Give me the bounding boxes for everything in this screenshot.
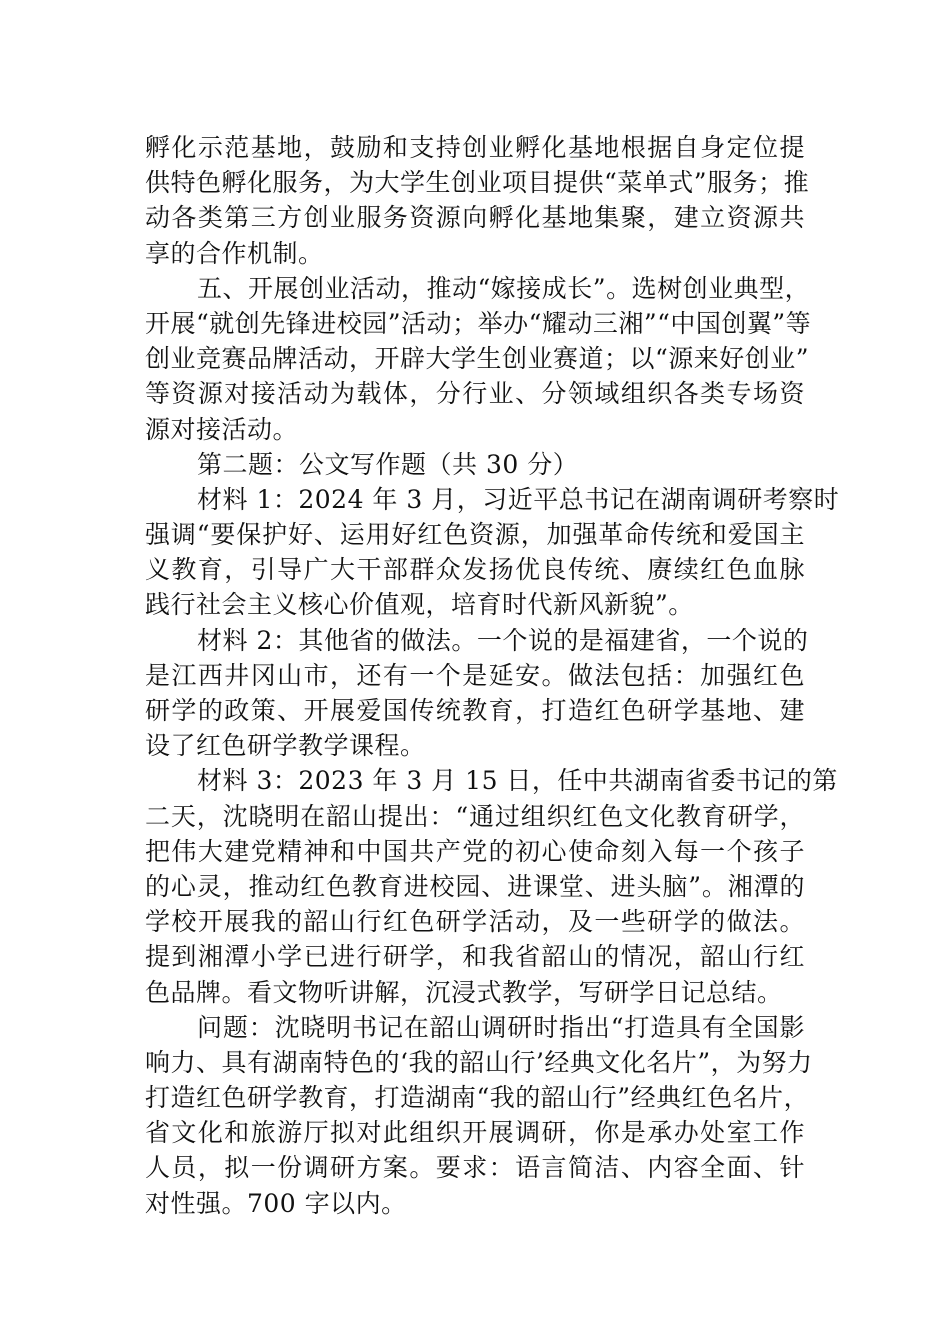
text-line: 践行社会主义核心价值观，培育时代新风新貌”。 [145, 590, 694, 620]
text-line: 学校开展我的韶山行红色研学活动，及一些研学的做法。 [145, 907, 805, 937]
text-line: 材料 1：2024 年 3 月，习近平总书记在湖南调研考察时 [197, 484, 840, 514]
text-line: 响力、具有湖南特色的‘我的韶山行’经典文化名片”，为努力 [145, 1047, 813, 1077]
text-line: 色品牌。看文物听讲解，沉浸式教学，写研学日记总结。 [145, 977, 783, 1007]
text-line: 二天，沈晓明在韶山提出：“通过组织红色文化教育研学， [145, 801, 805, 831]
text-line: 设了红色研学教学课程。 [145, 731, 426, 761]
text-line: 强调“要保护好、运用好红色资源，加强革命传统和爱国主 [145, 520, 805, 550]
text-line: 是江西井冈山市，还有一个是延安。做法包括：加强红色 [145, 660, 805, 690]
text-line: 研学的政策、开展爱国传统教育，打造红色研学基地、建 [145, 696, 805, 725]
text-line: 省文化和旅游厅拟对此组织开展调研，你是承办处室工作 [145, 1118, 805, 1148]
text-line: 问题：沈晓明书记在韶山调研时指出“打造具有全国影 [197, 1012, 805, 1042]
text-line: 创业竞赛品牌活动，开辟大学生创业赛道；以“源来好创业” [145, 344, 810, 374]
text-line: 供特色孵化服务，为大学生创业项目提供“菜单式”服务；推 [145, 168, 810, 198]
section-heading: 第二题：公文写作题（共 30 分） [197, 449, 579, 479]
text-line: 的心灵，推动红色教育进校园、进课堂、进头脑”。湘潭的 [145, 871, 805, 901]
text-line: 源对接活动。 [145, 414, 299, 444]
text-line: 材料 3：2023 年 3 月 15 日，任中共湖南省委书记的第 [197, 766, 838, 796]
text-line: 五、开展创业活动，推动“嫁接成长”。选树创业典型， [197, 273, 811, 303]
text-line: 打造红色研学教育，打造湖南“我的韶山行”经典红色名片， [145, 1083, 810, 1113]
text-line: 等资源对接活动为载体，分行业、分领域组织各类专场资 [145, 379, 805, 409]
text-line: 提到湘潭小学已进行研学，和我省韶山的情况，韶山行红 [145, 942, 805, 972]
text-line: 对性强。700 字以内。 [145, 1188, 407, 1218]
text-line: 人员，拟一份调研方案。要求：语言简洁、内容全面、针 [145, 1153, 805, 1183]
document-page [145, 130, 840, 1221]
text-line: 开展“就创先锋进校园”活动；举办“耀动三湘”“中国创翼”等 [145, 308, 812, 338]
text-line: 孵化示范基地，鼓励和支持创业孵化基地根据自身定位提 [145, 133, 805, 162]
text-line: 把伟大建党精神和中国共产党的初心使命刻入每一个孩子 [145, 836, 805, 866]
text-line: 义教育，引导广大干部群众发扬优良传统、赓续红色血脉 [145, 555, 805, 585]
text-line: 动各类第三方创业服务资源向孵化基地集聚，建立资源共 [145, 203, 805, 233]
text-line: 材料 2：其他省的做法。一个说的是福建省，一个说的 [197, 625, 809, 655]
text-line: 享的合作机制。 [145, 238, 324, 268]
